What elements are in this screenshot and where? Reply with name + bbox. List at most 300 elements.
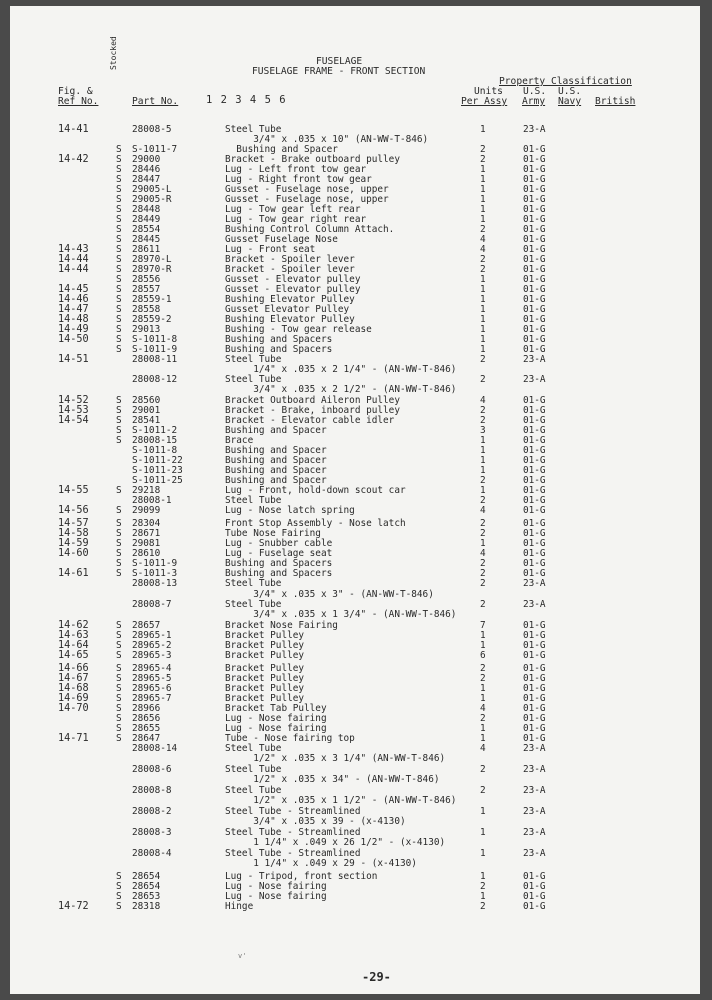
stocked-cell: S: [116, 174, 122, 185]
units-cell: 2: [480, 495, 486, 506]
description-cell: Lug - Nose latch spring: [225, 505, 355, 516]
fig-ref-cell: 14-52: [58, 395, 89, 406]
stocked-cell: S: [116, 194, 122, 205]
army-class-cell: 01-G: [523, 620, 546, 631]
description-cell: 3/4" x .035 x 1 3/4" - (AN-WW-T-846): [225, 609, 457, 620]
army-class-cell: 01-G: [523, 304, 546, 315]
description-cell: Lug - Nose fairing: [225, 881, 327, 892]
part-no-cell: S-1011-2: [132, 425, 178, 436]
part-no-cell: 28965-6: [132, 683, 172, 694]
part-no-cell: 29000: [132, 154, 161, 165]
description-cell: Bracket - Spoiler lever: [225, 254, 355, 265]
stocked-cell: S: [116, 425, 122, 436]
army-class-cell: 01-G: [523, 548, 546, 559]
description-cell: Steel Tube - Streamlined: [225, 848, 361, 859]
description-cell: Bracket - Brake outboard pulley: [225, 154, 400, 165]
units-cell: 1: [480, 194, 486, 205]
army-class-cell: 01-G: [523, 693, 546, 704]
part-no-cell: 28654: [132, 871, 161, 882]
units-cell: 1: [480, 164, 486, 175]
fig-ref-cell: 14-60: [58, 548, 89, 559]
army-class-cell: 01-G: [523, 334, 546, 345]
part-no-cell: 28559-1: [132, 294, 172, 305]
description-cell: Steel Tube: [225, 495, 282, 506]
stocked-cell: S: [116, 620, 122, 631]
fig-ref-cell: 14-44: [58, 264, 89, 275]
description-cell: Steel Tube: [225, 743, 282, 754]
document-page: [10, 6, 700, 994]
part-no-cell: 29005-R: [132, 194, 172, 205]
part-no-cell: 28611: [132, 244, 161, 255]
description-cell: 1/2" x .035 x 34" - (AN-WW-T-846): [225, 774, 440, 785]
army-class-cell: 01-G: [523, 733, 546, 744]
description-cell: Bracket - Elevator cable idler: [225, 415, 395, 426]
part-no-cell: 28965-2: [132, 640, 172, 651]
army-class-cell: 01-G: [523, 395, 546, 406]
army-heading-2: Army: [522, 96, 546, 107]
stocked-cell: S: [116, 871, 122, 882]
stocked-cell: S: [116, 254, 122, 265]
army-class-cell: 01-G: [523, 683, 546, 694]
part-no-cell: 28556: [132, 274, 161, 285]
units-cell: 2: [480, 264, 486, 275]
fig-ref-cell: 14-50: [58, 334, 89, 345]
army-class-cell: 01-G: [523, 214, 546, 225]
part-no-cell: 28008-3: [132, 827, 172, 838]
army-class-cell: 01-G: [523, 723, 546, 734]
description-cell: Bracket Tab Pulley: [225, 703, 327, 714]
army-class-cell: 01-G: [523, 558, 546, 569]
stocked-cell: S: [116, 284, 122, 295]
fig-ref-cell: 14-43: [58, 244, 89, 255]
army-class-cell: 01-G: [523, 425, 546, 436]
army-class-cell: 01-G: [523, 435, 546, 446]
british-heading: British: [595, 96, 636, 107]
part-no-cell: 28554: [132, 224, 161, 235]
army-class-cell: 01-G: [523, 630, 546, 641]
stocked-cell: S: [116, 264, 122, 275]
description-cell: Bracket Outboard Aileron Pulley: [225, 395, 400, 406]
stocked-cell: S: [116, 528, 122, 539]
stocked-cell: S: [116, 234, 122, 245]
description-cell: Steel Tube - Streamlined: [225, 806, 361, 817]
stocked-cell: S: [116, 344, 122, 355]
units-cell: 1: [480, 324, 486, 335]
stocked-cell: S: [116, 630, 122, 641]
units-cell: 1: [480, 806, 486, 817]
part-no-cell: 28448: [132, 204, 161, 215]
stocked-cell: S: [116, 713, 122, 724]
stocked-cell: S: [116, 723, 122, 734]
description-cell: Bushing and Spacers: [225, 558, 333, 569]
army-class-cell: 01-G: [523, 485, 546, 496]
part-no-cell: 28008-14: [132, 743, 178, 754]
stocked-cell: S: [116, 673, 122, 684]
part-no-cell: 28965-5: [132, 673, 172, 684]
fig-ref-cell: 14-54: [58, 415, 89, 426]
part-no-cell: 28008-5: [132, 124, 172, 135]
fig-ref-heading-1: Fig. &: [58, 86, 93, 97]
description-cell: Bushing - Tow gear release: [225, 324, 372, 335]
part-no-cell: 28559-2: [132, 314, 172, 325]
description-cell: Bracket Pulley: [225, 673, 305, 684]
units-cell: 2: [480, 254, 486, 265]
fig-ref-cell: 14-72: [58, 901, 89, 912]
stocked-cell: S: [116, 415, 122, 426]
army-class-cell: 01-G: [523, 475, 546, 486]
fig-ref-cell: 14-66: [58, 663, 89, 674]
part-no-cell: 29001: [132, 405, 161, 416]
stocked-cell: S: [116, 881, 122, 892]
units-cell: 1: [480, 693, 486, 704]
description-cell: Steel Tube: [225, 764, 282, 775]
fig-ref-cell: 14-57: [58, 518, 89, 529]
part-no-heading: Part No.: [132, 96, 179, 107]
units-cell: 1: [480, 174, 486, 185]
fig-ref-cell: 14-71: [58, 733, 89, 744]
description-cell: Steel Tube - Streamlined: [225, 827, 361, 838]
part-no-cell: S-1011-9: [132, 558, 178, 569]
fig-ref-heading-2: Ref No.: [58, 96, 99, 107]
description-cell: Steel Tube: [225, 354, 282, 365]
units-cell: 4: [480, 743, 486, 754]
description-cell: Lug - Tow gear right rear: [225, 214, 367, 225]
description-cell: Steel Tube: [225, 599, 282, 610]
description-cell: Front Stop Assembly - Nose latch: [225, 518, 406, 529]
description-cell: Bushing and Spacer: [225, 475, 327, 486]
army-class-cell: 01-G: [523, 703, 546, 714]
part-no-cell: S-1011-25: [132, 475, 183, 486]
stocked-cell: S: [116, 435, 122, 446]
fig-ref-cell: 14-49: [58, 324, 89, 335]
stocked-cell: S: [116, 640, 122, 651]
part-no-cell: 28965-3: [132, 650, 172, 661]
stocked-cell: S: [116, 568, 122, 579]
stocked-cell: S: [116, 703, 122, 714]
fig-ref-cell: 14-65: [58, 650, 89, 661]
part-no-cell: 28657: [132, 620, 161, 631]
army-class-cell: 23-A: [523, 743, 546, 754]
part-no-cell: 28655: [132, 723, 161, 734]
army-class-cell: 01-G: [523, 538, 546, 549]
fig-ref-cell: 14-70: [58, 703, 89, 714]
stocked-cell: S: [116, 144, 122, 155]
units-cell: 1: [480, 294, 486, 305]
part-no-cell: 28318: [132, 901, 161, 912]
units-cell: 2: [480, 901, 486, 912]
fig-ref-cell: 14-62: [58, 620, 89, 631]
part-no-cell: 29218: [132, 485, 161, 496]
units-cell: 1: [480, 630, 486, 641]
part-no-cell: 28008-4: [132, 848, 172, 859]
fig-ref-cell: 14-55: [58, 485, 89, 496]
units-cell: 1: [480, 274, 486, 285]
units-cell: 2: [480, 528, 486, 539]
stocked-cell: S: [116, 733, 122, 744]
description-cell: Steel Tube: [225, 785, 282, 796]
stocked-heading: Stocked: [109, 36, 118, 70]
units-cell: 1: [480, 445, 486, 456]
units-cell: 1: [480, 314, 486, 325]
description-cell: Bushing and Spacers: [225, 334, 333, 345]
units-cell: 1: [480, 304, 486, 315]
army-class-cell: 01-G: [523, 713, 546, 724]
army-class-cell: 01-G: [523, 528, 546, 539]
description-cell: Steel Tube: [225, 374, 282, 385]
army-class-cell: 01-G: [523, 871, 546, 882]
stocked-cell: S: [116, 505, 122, 516]
army-class-cell: 01-G: [523, 234, 546, 245]
units-cell: 1: [480, 848, 486, 859]
units-cell: 2: [480, 475, 486, 486]
army-class-cell: 01-G: [523, 455, 546, 466]
stocked-cell: S: [116, 214, 122, 225]
description-cell: Bushing and Spacer: [225, 465, 327, 476]
units-cell: 2: [480, 415, 486, 426]
army-class-cell: 01-G: [523, 415, 546, 426]
stocked-cell: S: [116, 485, 122, 496]
fig-ref-cell: 14-48: [58, 314, 89, 325]
description-cell: Bracket Pulley: [225, 683, 305, 694]
army-class-cell: 01-G: [523, 284, 546, 295]
description-cell: Lug - Tow gear left rear: [225, 204, 361, 215]
part-no-cell: 28965-7: [132, 693, 172, 704]
stocked-cell: S: [116, 650, 122, 661]
units-cell: 2: [480, 518, 486, 529]
units-cell: 2: [480, 713, 486, 724]
units-cell: 2: [480, 558, 486, 569]
description-cell: Lug - Right front tow gear: [225, 174, 372, 185]
army-class-cell: 01-G: [523, 324, 546, 335]
army-class-cell: 23-A: [523, 848, 546, 859]
stocked-cell: S: [116, 518, 122, 529]
army-class-cell: 01-G: [523, 465, 546, 476]
description-cell: Gusset - Elevator pulley: [225, 274, 361, 285]
fig-ref-cell: 14-61: [58, 568, 89, 579]
army-class-cell: 01-G: [523, 294, 546, 305]
stocked-cell: S: [116, 244, 122, 255]
part-no-cell: 28558: [132, 304, 161, 315]
part-no-cell: 28557: [132, 284, 161, 295]
fig-ref-cell: 14-46: [58, 294, 89, 305]
army-class-cell: 01-G: [523, 254, 546, 265]
description-cell: Bracket Pulley: [225, 630, 305, 641]
fig-ref-cell: 14-51: [58, 354, 89, 365]
fig-ref-cell: 14-59: [58, 538, 89, 549]
units-heading-2: Per Assy: [461, 96, 508, 107]
stocked-cell: S: [116, 324, 122, 335]
army-class-cell: 01-G: [523, 244, 546, 255]
units-cell: 2: [480, 144, 486, 155]
description-cell: Lug - Left front tow gear: [225, 164, 367, 175]
stocked-cell: S: [116, 314, 122, 325]
property-classification-heading: Property Classification: [499, 76, 632, 87]
stocked-cell: S: [116, 334, 122, 345]
description-cell: Bushing and Spacer: [225, 425, 327, 436]
page-title: FUSELAGE: [316, 56, 363, 67]
description-cell: Gusset Elevator Pulley: [225, 304, 350, 315]
part-no-cell: 28656: [132, 713, 161, 724]
army-class-cell: 01-G: [523, 194, 546, 205]
part-no-cell: S-1011-8: [132, 445, 178, 456]
army-class-cell: 01-G: [523, 405, 546, 416]
description-cell: Lug - Nose fairing: [225, 891, 327, 902]
part-no-cell: 28647: [132, 733, 161, 744]
units-cell: 1: [480, 124, 486, 135]
army-class-cell: 01-G: [523, 673, 546, 684]
units-cell: 1: [480, 723, 486, 734]
fig-ref-cell: 14-67: [58, 673, 89, 684]
units-cell: 2: [480, 663, 486, 674]
units-cell: 2: [480, 785, 486, 796]
army-class-cell: 01-G: [523, 224, 546, 235]
army-class-cell: 23-A: [523, 764, 546, 775]
army-class-cell: 01-G: [523, 881, 546, 892]
part-no-cell: 29005-L: [132, 184, 172, 195]
part-no-cell: 28671: [132, 528, 161, 539]
units-cell: 1: [480, 465, 486, 476]
stray-mark: v': [238, 952, 247, 960]
part-no-cell: 28008-13: [132, 578, 178, 589]
description-cell: Lug - Nose fairing: [225, 713, 327, 724]
army-class-cell: 01-G: [523, 891, 546, 902]
part-no-cell: 28008-15: [132, 435, 178, 446]
description-cell: 3/4" x .035 x 2 1/2" - (AN-WW-T-846): [225, 384, 457, 395]
units-cell: 1: [480, 204, 486, 215]
units-cell: 4: [480, 548, 486, 559]
units-cell: 1: [480, 871, 486, 882]
part-no-cell: 28965-4: [132, 663, 172, 674]
description-cell: Bracket Pulley: [225, 650, 305, 661]
part-no-cell: 28610: [132, 548, 161, 559]
army-class-cell: 23-A: [523, 578, 546, 589]
units-cell: 2: [480, 354, 486, 365]
army-class-cell: 01-G: [523, 901, 546, 912]
description-cell: Bushing and Spacers: [225, 344, 333, 355]
description-cell: 1/2" x .035 x 3 1/4" (AN-WW-T-846): [225, 753, 446, 764]
part-no-cell: 28008-11: [132, 354, 178, 365]
units-cell: 1: [480, 827, 486, 838]
units-cell: 1: [480, 284, 486, 295]
fig-ref-cell: 14-69: [58, 693, 89, 704]
stocked-cell: S: [116, 538, 122, 549]
units-cell: 1: [480, 640, 486, 651]
units-cell: 4: [480, 505, 486, 516]
units-cell: 3: [480, 425, 486, 436]
description-cell: Lug - Front, hold-down scout car: [225, 485, 406, 496]
part-no-cell: 28445: [132, 234, 161, 245]
navy-heading-2: Navy: [558, 96, 582, 107]
description-cell: Lug - Front seat: [225, 244, 316, 255]
army-class-cell: 01-G: [523, 314, 546, 325]
army-class-cell: 01-G: [523, 568, 546, 579]
description-cell: 3/4" x .035 x 3" - (AN-WW-T-846): [225, 589, 434, 600]
description-cell: Gusset - Fuselage nose, upper: [225, 184, 389, 195]
units-cell: 1: [480, 184, 486, 195]
army-class-cell: 23-A: [523, 827, 546, 838]
description-cell: Lug - Fuselage seat: [225, 548, 333, 559]
army-class-cell: 23-A: [523, 785, 546, 796]
description-cell: Bushing and Spacer: [225, 144, 338, 155]
army-heading-1: U.S.: [523, 86, 547, 97]
units-cell: 2: [480, 405, 486, 416]
units-cell: 1: [480, 683, 486, 694]
army-class-cell: 01-G: [523, 344, 546, 355]
army-class-cell: 23-A: [523, 124, 546, 135]
part-no-cell: 29013: [132, 324, 161, 335]
part-no-cell: S-1011-22: [132, 455, 183, 466]
fig-ref-cell: 14-68: [58, 683, 89, 694]
part-no-cell: S-1011-7: [132, 144, 178, 155]
part-no-cell: 28446: [132, 164, 161, 175]
army-class-cell: 23-A: [523, 374, 546, 385]
units-cell: 4: [480, 244, 486, 255]
part-no-cell: S-1011-3: [132, 568, 178, 579]
units-cell: 2: [480, 881, 486, 892]
description-cell: Bushing and Spacer: [225, 445, 327, 456]
description-cell: Bracket Pulley: [225, 693, 305, 704]
indent-levels-heading: 1 2 3 4 5 6: [206, 94, 286, 106]
stocked-cell: S: [116, 405, 122, 416]
part-no-cell: 28560: [132, 395, 161, 406]
units-cell: 2: [480, 599, 486, 610]
units-cell: 1: [480, 733, 486, 744]
army-class-cell: 01-G: [523, 445, 546, 456]
army-class-cell: 01-G: [523, 264, 546, 275]
fig-ref-cell: 14-47: [58, 304, 89, 315]
units-cell: 1: [480, 455, 486, 466]
units-cell: 2: [480, 154, 486, 165]
army-class-cell: 01-G: [523, 274, 546, 285]
units-cell: 1: [480, 891, 486, 902]
stocked-cell: S: [116, 693, 122, 704]
stocked-cell: S: [116, 548, 122, 559]
part-no-cell: 28541: [132, 415, 161, 426]
part-no-cell: 28008-2: [132, 806, 172, 817]
part-no-cell: S-1011-8: [132, 334, 178, 345]
description-cell: 1 1/4" x .049 x 29 - (x-4130): [225, 858, 417, 869]
part-no-cell: 28653: [132, 891, 161, 902]
army-class-cell: 01-G: [523, 505, 546, 516]
stocked-cell: S: [116, 274, 122, 285]
description-cell: Bracket Nose Fairing: [225, 620, 338, 631]
army-class-cell: 01-G: [523, 518, 546, 529]
part-no-cell: 28965-1: [132, 630, 172, 641]
description-cell: Gusset - Elevator pulley: [225, 284, 361, 295]
units-cell: 1: [480, 485, 486, 496]
part-no-cell: 28970-R: [132, 264, 172, 275]
units-cell: 2: [480, 224, 486, 235]
description-cell: Bracket - Spoiler lever: [225, 264, 355, 275]
part-no-cell: 28970-L: [132, 254, 172, 265]
description-cell: 3/4" x .035 x 39 - (x-4130): [225, 816, 406, 827]
description-cell: 1 1/4" x .049 x 26 1/2" - (x-4130): [225, 837, 446, 848]
description-cell: Lug - Nose fairing: [225, 723, 327, 734]
units-cell: 1: [480, 334, 486, 345]
description-cell: Lug - Tripod, front section: [225, 871, 378, 882]
units-cell: 1: [480, 435, 486, 446]
fig-ref-cell: 14-56: [58, 505, 89, 516]
description-cell: Gusset - Fuselage nose, upper: [225, 194, 389, 205]
part-no-cell: 28008-7: [132, 599, 172, 610]
units-cell: 2: [480, 568, 486, 579]
page-number: -29-: [362, 970, 391, 984]
stocked-cell: S: [116, 154, 122, 165]
army-class-cell: 23-A: [523, 599, 546, 610]
army-class-cell: 01-G: [523, 640, 546, 651]
units-heading-1: Units: [474, 86, 503, 97]
part-no-cell: 28008-6: [132, 764, 172, 775]
